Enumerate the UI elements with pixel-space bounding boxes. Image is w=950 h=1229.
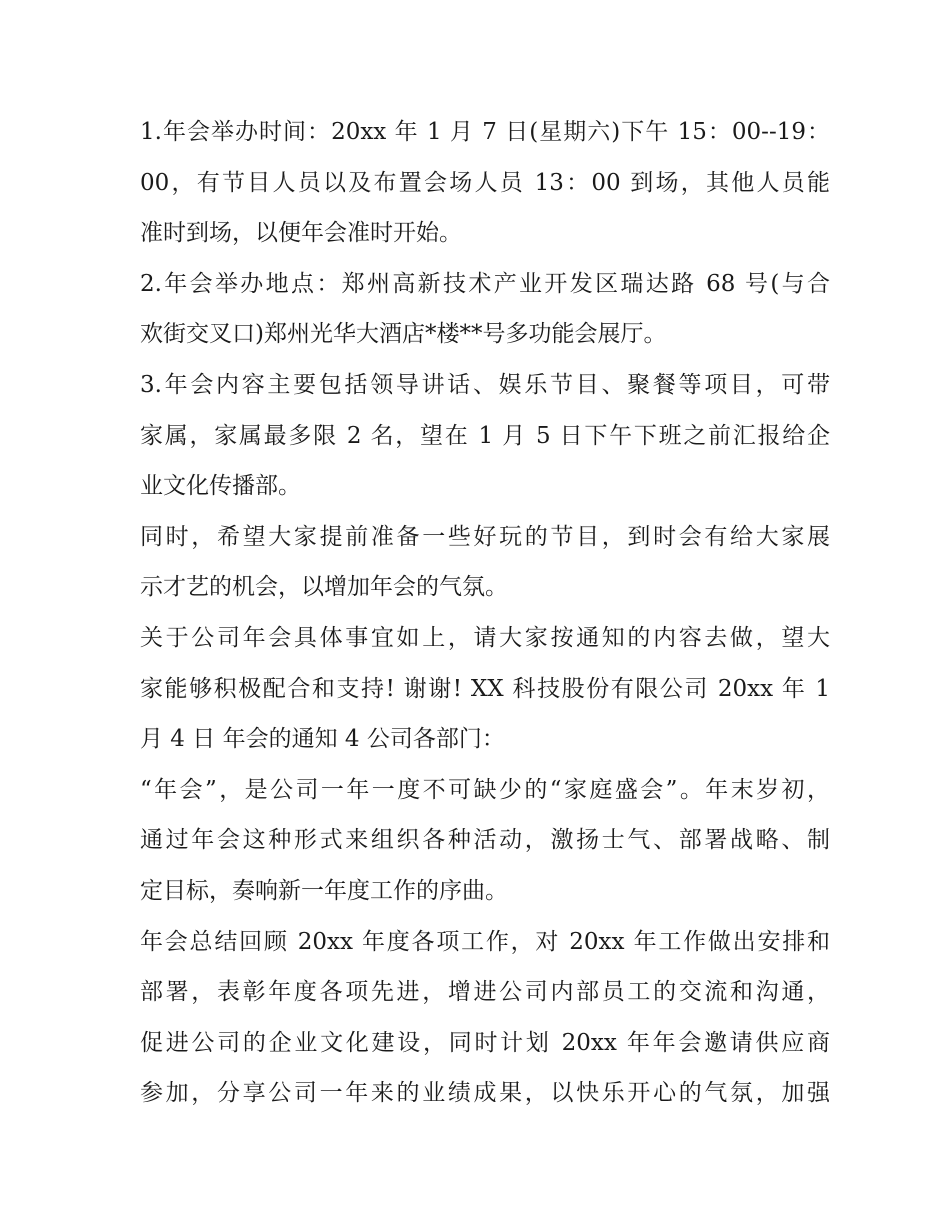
text-line: 定目标，奏响新一年度工作的序曲。: [140, 877, 508, 904]
text-line: 2.年会举办地点：郑州高新技术产业开发区瑞达路 68 号(与合: [140, 270, 830, 297]
text-line: 通过年会这种形式来组织各种活动，激扬士气、部署战略、制: [140, 827, 830, 854]
text-line: 家能够积极配合和支持! 谢谢! XX 科技股份有限公司 20xx 年 1: [140, 675, 830, 702]
text-line: 年会总结回顾 20xx 年度各项工作，对 20xx 年工作做出安排和: [140, 928, 830, 955]
text-line: 3.年会内容主要包括领导讲话、娱乐节目、聚餐等项目，可带: [140, 371, 830, 398]
text-line: 关于公司年会具体事宜如上，请大家按通知的内容去做，望大: [140, 624, 830, 651]
text-line: 欢街交叉口)郑州光华大酒店*楼**号多功能会展厅。: [140, 321, 667, 348]
text-line: 示才艺的机会，以增加年会的气氛。: [140, 574, 508, 601]
text-line: 家属，家属最多限 2 名，望在 1 月 5 日下午下班之前汇报给企: [140, 422, 830, 449]
text-line: 部署，表彰年度各项先进，增进公司内部员工的交流和沟通，: [140, 979, 830, 1006]
text-line: 1.年会举办时间：20xx 年 1 月 7 日(星期六)下午 15：00--19：: [140, 119, 830, 145]
text-line: 促进公司的企业文化建设，同时计划 20xx 年年会邀请供应商: [140, 1029, 830, 1056]
text-line: 准时到场，以便年会准时开始。: [140, 220, 462, 247]
text-line: 月 4 日 年会的通知 4 公司各部门：: [140, 726, 505, 753]
text-line: 同时，希望大家提前准备一些好玩的节目，到时会有给大家展: [140, 523, 830, 550]
text-line: 参加，分享公司一年来的业绩成果，以快乐开心的气氛，加强: [140, 1080, 830, 1107]
text-line: 业文化传播部。: [140, 473, 301, 500]
text-line: 00，有节目人员以及布置会场人员 13：00 到场，其他人员能: [140, 169, 830, 196]
text-line: “年会”，是公司一年一度不可缺少的“家庭盛会”。年末岁初，: [140, 776, 830, 803]
document-body: [140, 107, 830, 1119]
